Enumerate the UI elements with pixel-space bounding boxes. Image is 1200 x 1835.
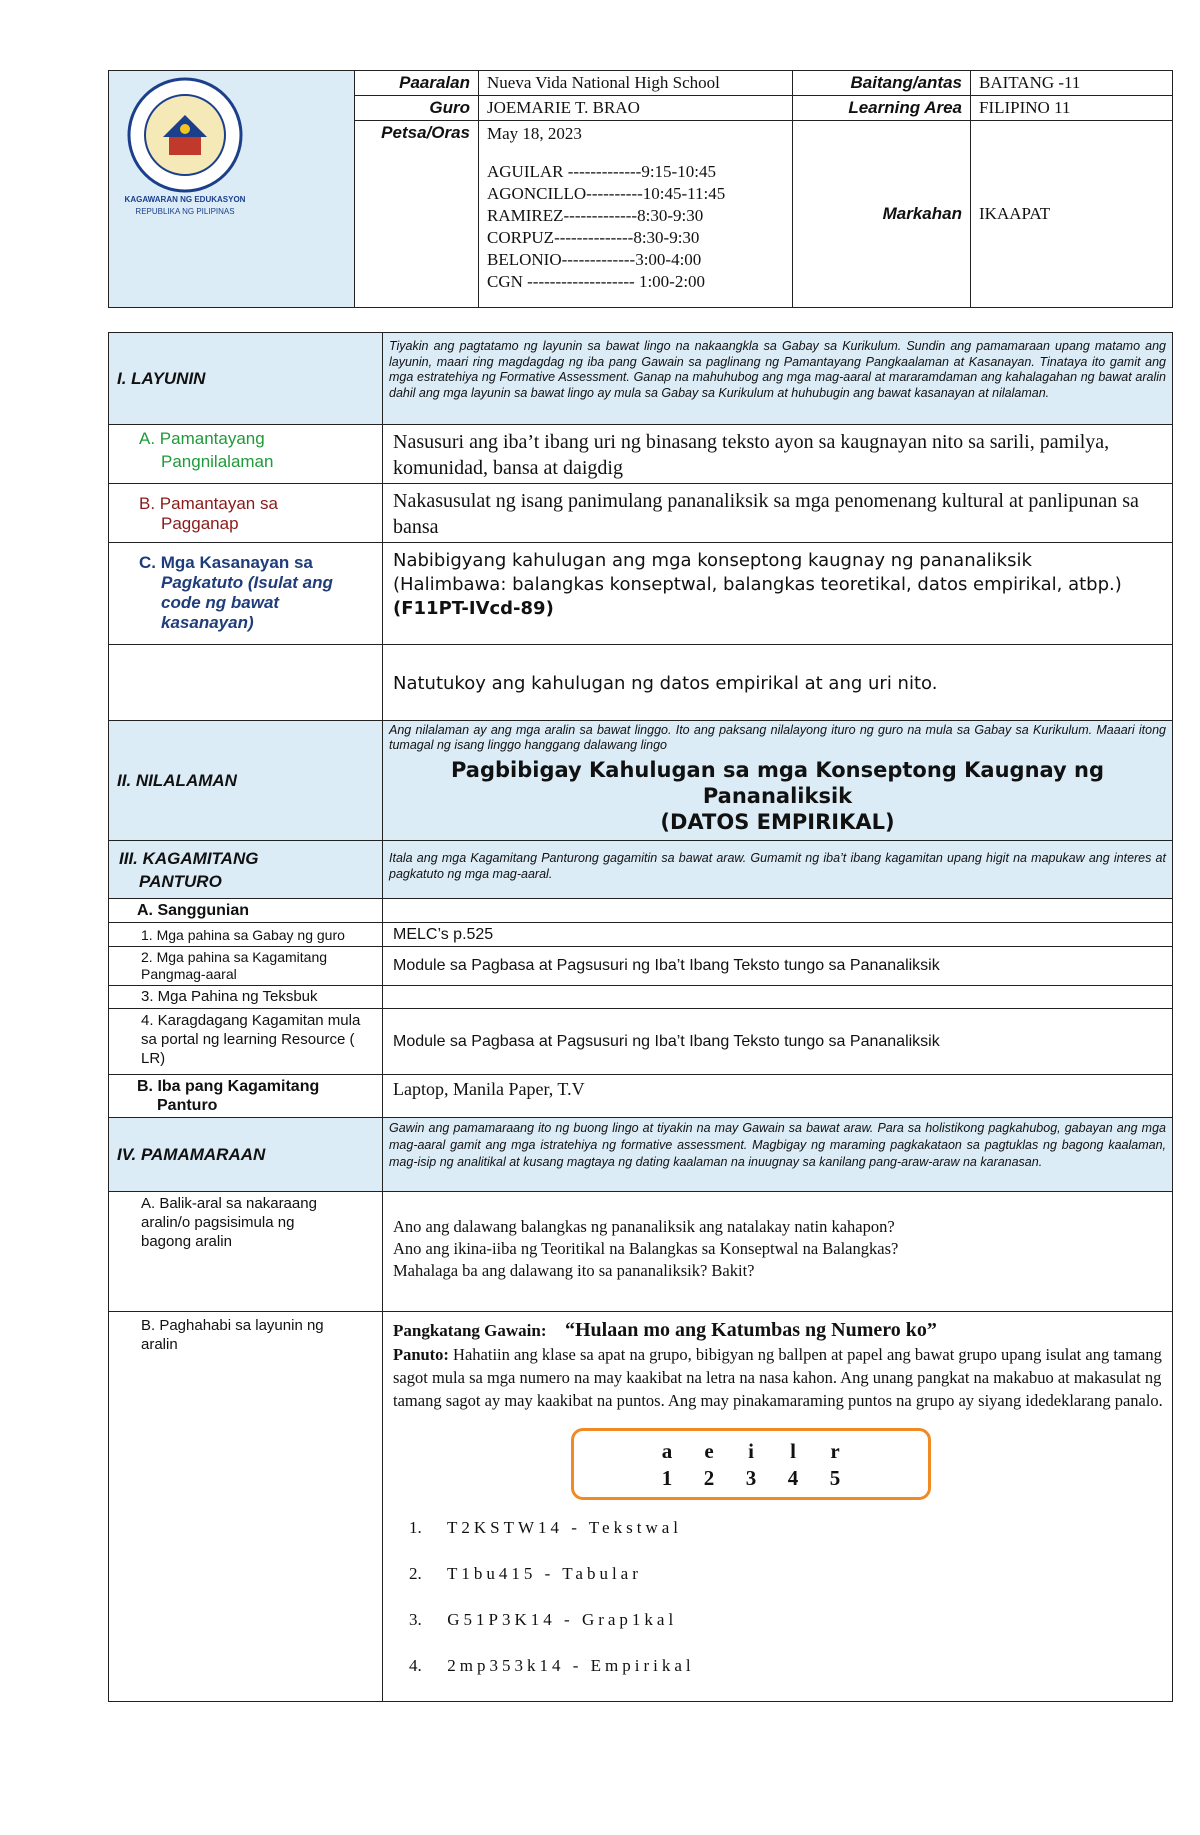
key-letter: l bbox=[790, 1439, 796, 1463]
teksbuk-label: 3. Mga Pahina ng Teksbuk bbox=[109, 986, 383, 1009]
objective-text: Natutukoy ang kahulugan ng datos empirikal at ang uri nito. bbox=[383, 645, 1173, 721]
kagamitan-note: Itala ang mga Kagamitang Panturong gagamitin sa bawat araw. Gumamit ng iba’t ibang kagamitan upang higit na mapukaw ang interes at pagkatuto ng mga mag-aaral. bbox=[383, 841, 1173, 899]
puzzle-item: 1. T2KSTW14 - Tekstwal bbox=[409, 1518, 682, 1537]
paaralan-value: Nueva Vida National High School bbox=[479, 71, 793, 96]
schedule-row: RAMIREZ-------------8:30-9:30 bbox=[487, 206, 704, 225]
schedule-row: CGN ------------------- 1:00-2:00 bbox=[487, 272, 706, 291]
balik-aral-question: Ano ang ikina-iiba ng Teoritikal na Balangkas sa Konseptwal na Balangkas? bbox=[393, 1239, 899, 1258]
label-line: B. Iba pang Kagamitang bbox=[137, 1078, 320, 1095]
lr-portal-label: 4. Karagdagang Kagamitan mula sa portal ng learning Resource ( LR) bbox=[109, 1009, 383, 1075]
label-line: Pagganap bbox=[161, 514, 239, 533]
baitang-label: Baitang/antas bbox=[793, 71, 971, 96]
guro-value: JOEMARIE T. BRAO bbox=[479, 96, 793, 121]
balik-aral-cell bbox=[383, 1192, 1173, 1312]
kasanayan-label bbox=[109, 543, 383, 645]
pamantayan-pagganap-value: Nakasusulat ng isang panimulang pananaliksik sa mga penomenang kultural at panlipunan sa bansa bbox=[383, 484, 1173, 543]
balik-aral-label: A. Balik-aral sa nakaraang aralin/o pagsisimula ng bagong aralin bbox=[109, 1192, 383, 1312]
label-line: A. Pamantayang bbox=[139, 429, 265, 448]
pamantayang-pangnilalaman-value: Nasusuri ang iba’t ibang uri ng binasang teksto ayon sa kaugnayan nito sa sarili, pamilya, komunidad, bansa at daigdig bbox=[383, 425, 1173, 484]
activity-label: Pangkatang Gawain: bbox=[393, 1321, 547, 1340]
nilalaman-cell bbox=[383, 721, 1173, 841]
label-line: Pangnilalaman bbox=[161, 452, 274, 471]
key-letter: i bbox=[748, 1439, 754, 1463]
paaralan-label: Paaralan bbox=[355, 71, 479, 96]
key-numbers-row bbox=[574, 1466, 928, 1491]
pamamaraan-title: IV. PAMAMARAAN bbox=[109, 1118, 383, 1192]
panuto-text: Hahatiin ang klase sa apat na grupo, bibigyan ng ballpen at papel ang bawat grupo upang isulat ang tamang sagot mula sa mga numero na may kaakibat na letra na nasa kahon. Ang unang pangkat na makabuo at makasulat ng tamang sagot ay may kaakibat na puntos. Ang may pinakamaraming puntos na grupo ay siyang idedeklarang panalo. bbox=[393, 1345, 1163, 1410]
balik-aral-question: Mahalaga ba ang dalawang ito sa pananaliksik? Bakit? bbox=[393, 1261, 755, 1280]
puzzle-answer: Empirikal bbox=[590, 1656, 695, 1675]
seal-text-bottom: REPUBLIKA NG PILIPINAS bbox=[135, 207, 235, 216]
learning-area-value: FILIPINO 11 bbox=[971, 96, 1173, 121]
key-letter: a bbox=[661, 1439, 673, 1463]
puzzle-list bbox=[409, 1518, 1166, 1696]
puzzle-number: 4. bbox=[409, 1656, 422, 1675]
activity-title: “Hulaan mo ang Katumbas ng Numero ko” bbox=[565, 1319, 937, 1341]
kasanayan-code: (F11PT-IVcd-89) bbox=[393, 598, 554, 619]
pamamaraan-note: Gawin ang pamamaraang ito ng buong lingo at tiyakin na may Gawain sa bawat araw. Para sa holistikong pagkahubog, gabayan ang mga mag-aaral gamit ang mga istratehiya ng formative assessment. Magbigay ng maraming pagkakataon sa pagtuklas ng bagong kaalaman, mag-isip ng analitikal at kusang magtaya ng dating kaalaman na inuugnay sa kanilang pang-araw-araw na karanasan. bbox=[383, 1118, 1173, 1192]
petsa-date: May 18, 2023 bbox=[487, 124, 582, 143]
label-line: Panturo bbox=[157, 1097, 218, 1114]
lr-portal-value: Module sa Pagbasa at Pagsusuri ng Iba’t Ibang Teksto tungo sa Pananaliksik bbox=[383, 1009, 1173, 1075]
key-number: 3 bbox=[745, 1466, 757, 1490]
puzzle-item: 4. 2mp353k14 - Empirikal bbox=[409, 1656, 695, 1675]
nilalaman-note: Ang nilalaman ay ang mga aralin sa bawat linggo. Ito ang paksang nilalayong ituro ng guro na mula sa Gabay sa Kurikulum. Maaari itong tumagal ng isang linggo hanggang dalawang lingo bbox=[389, 723, 1166, 752]
letter-key-box bbox=[571, 1428, 931, 1500]
pamantayan-pagganap-label bbox=[109, 484, 383, 543]
paghahabi-cell bbox=[383, 1312, 1173, 1702]
gabay-guro-value: MELC’s p.525 bbox=[383, 923, 1173, 947]
kasanayan-text: Nabibigyang kahulugan ang mga konseptong kaugnay ng pananaliksik bbox=[393, 550, 1032, 571]
gabay-guro-label: 1. Mga pahina sa Gabay ng guro bbox=[109, 923, 383, 947]
puzzle-answer: Tabular bbox=[562, 1564, 642, 1583]
key-letter: r bbox=[830, 1439, 840, 1463]
puzzle-answer: Grap1kal bbox=[581, 1610, 678, 1629]
key-number: 1 bbox=[661, 1466, 673, 1490]
deped-seal-icon bbox=[125, 75, 245, 195]
activity-header bbox=[393, 1318, 1166, 1343]
guro-label: Guro bbox=[355, 96, 479, 121]
puzzle-code: G51P3K14 bbox=[447, 1610, 556, 1629]
puzzle-code: T1bu415 bbox=[446, 1564, 537, 1583]
seal-text-top: KAGAWARAN NG EDUKASYON bbox=[124, 195, 246, 204]
key-letter: e bbox=[704, 1439, 714, 1463]
sanggunian-value bbox=[383, 899, 1173, 923]
key-number: 4 bbox=[787, 1466, 799, 1490]
key-number: 2 bbox=[703, 1466, 715, 1490]
puzzle-number: 2. bbox=[409, 1564, 422, 1583]
nilalaman-title: II. NILALAMAN bbox=[109, 721, 383, 841]
markahan-label: Markahan bbox=[793, 121, 971, 308]
puzzle-item: 3. G51P3K14 - Grap1kal bbox=[409, 1610, 678, 1629]
layunin-title: I. LAYUNIN bbox=[109, 333, 383, 425]
label-line: Pagkatuto (Isulat ang code ng bawat kasanayan) bbox=[161, 573, 333, 632]
title-line: PANTURO bbox=[139, 872, 222, 891]
key-letters-row bbox=[574, 1439, 928, 1464]
kasanayan-value bbox=[383, 543, 1173, 645]
pamantayang-pangnilalaman-label bbox=[109, 425, 383, 484]
puzzle-answer: Tekstwal bbox=[588, 1518, 682, 1537]
puzzle-code: T2KSTW14 bbox=[446, 1518, 563, 1537]
kagamitan-title bbox=[109, 841, 383, 899]
kasanayan-example: (Halimbawa: balangkas konseptwal, balangkas teoretikal, datos empirikal, atbp.) bbox=[393, 574, 1122, 595]
panuto-label: Panuto: bbox=[393, 1345, 449, 1364]
header-section bbox=[108, 70, 1172, 308]
sanggunian-label: A. Sanggunian bbox=[109, 899, 383, 923]
nilalaman-topic: Pagbibigay Kahulugan sa mga Konseptong Kaugnay ng Pananaliksik bbox=[450, 758, 1105, 808]
schedule-row: AGUILAR -------------9:15-10:45 bbox=[487, 162, 716, 181]
kagamitang-pangmag-aaral-value: Module sa Pagbasa at Pagsusuri ng Iba’t Ibang Teksto tungo sa Pananaliksik bbox=[383, 947, 1173, 986]
puzzle-code: 2mp353k14 bbox=[447, 1656, 565, 1675]
seal-cell bbox=[109, 71, 355, 308]
title-line: III. KAGAMITANG bbox=[119, 849, 259, 868]
layunin-note: Tiyakin ang pagtatamo ng layunin sa bawat lingo na nakaangkla sa Gabay sa Kurikulum. Sundin ang pamamaraan upang matamo ang layunin, maari ring magdagdag ng iba pang Gawain sa paglinang ng Pamantayang Pangkaalaman at Kasanayan. Tinataya ito gamit ang mga estratehiya ng Formative Assessment. Ganap na mahuhubog ang mga mag-aaral at mararamdaman ang kahalagahan ng bawat aralin dahil ang mga layunin sa bawat lingo ay mula sa Gabay sa Kurikulum at huhubugin ang bawat kasanayan at nilalaman. bbox=[383, 333, 1173, 425]
label-line: C. Mga Kasanayan sa bbox=[139, 553, 313, 572]
panuto bbox=[393, 1343, 1166, 1412]
baitang-value: BAITANG -11 bbox=[971, 71, 1173, 96]
puzzle-item: 2. T1bu415 - Tabular bbox=[409, 1564, 642, 1583]
iba-pang-kagamitan-value: Laptop, Manila Paper, T.V bbox=[383, 1075, 1173, 1118]
paghahabi-label: B. Paghahabi sa layunin ng aralin bbox=[109, 1312, 383, 1702]
markahan-value: IKAAPAT bbox=[971, 121, 1173, 308]
schedule-row: BELONIO-------------3:00-4:00 bbox=[487, 250, 702, 269]
puzzle-number: 3. bbox=[409, 1610, 422, 1629]
learning-area-label: Learning Area bbox=[793, 96, 971, 121]
petsa-label: Petsa/Oras bbox=[355, 121, 479, 308]
petsa-cell bbox=[479, 121, 793, 308]
label-line: B. Pamantayan sa bbox=[139, 494, 278, 513]
iba-pang-kagamitan-label bbox=[109, 1075, 383, 1118]
schedule-row: CORPUZ--------------8:30-9:30 bbox=[487, 228, 700, 247]
nilalaman-subtopic: (DATOS EMPIRIKAL) bbox=[660, 810, 895, 834]
puzzle-number: 1. bbox=[409, 1518, 422, 1537]
teksbuk-value bbox=[383, 986, 1173, 1009]
key-number: 5 bbox=[829, 1466, 841, 1490]
kagamitang-pangmag-aaral-label: 2. Mga pahina sa Kagamitang Pangmag-aaral bbox=[109, 947, 383, 986]
schedule-row: AGONCILLO----------10:45-11:45 bbox=[487, 184, 726, 203]
empty-cell bbox=[109, 645, 383, 721]
main-section bbox=[108, 332, 1172, 1702]
balik-aral-question: Ano ang dalawang balangkas ng pananaliksik ang natalakay natin kahapon? bbox=[393, 1217, 895, 1236]
